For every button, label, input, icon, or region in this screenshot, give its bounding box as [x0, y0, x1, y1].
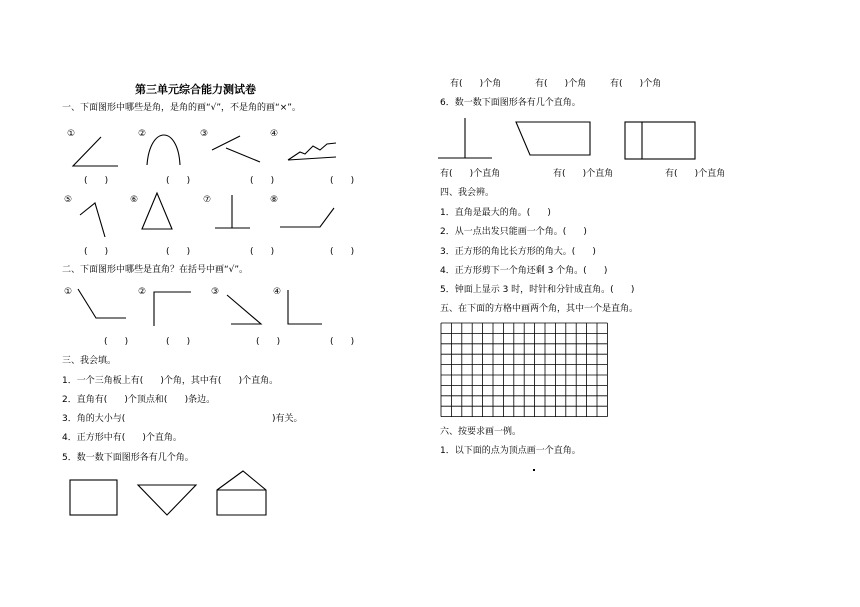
question-text: 1．以下面的点为顶点画一个直角。	[440, 446, 581, 456]
figure-number: ③	[211, 287, 220, 297]
figure-number: ⑥	[130, 195, 139, 205]
question-text: 3．角的大小与(	[62, 414, 126, 424]
figure-number: ⑦	[203, 195, 212, 205]
section-4-heading: 四、我会辨。	[440, 188, 495, 198]
answer-parentheses[interactable]: ( )	[166, 247, 191, 257]
rectangle-divided-shape	[625, 122, 695, 159]
question-text: 5．数一数下面图形各有几个角。	[62, 453, 194, 463]
trapezoid-shape	[516, 122, 590, 155]
angle-figure-5	[80, 203, 105, 237]
section-5-heading: 五、在下面的方格中画两个角，其中一个是直角。	[440, 304, 639, 314]
answer-parentheses[interactable]: ( )	[166, 176, 191, 186]
answer-parentheses[interactable]: ( )	[250, 247, 275, 257]
answer-parentheses[interactable]: ( )	[84, 247, 109, 257]
figure-number: ①	[67, 129, 76, 139]
question-text: 1．一个三角板上有( )个角，其中有( )个直角。	[62, 376, 279, 386]
section-1-heading: 一、下面图形中哪些是角，是角的画“√”，不是角的画“×”。	[62, 103, 301, 113]
arc-figure-2	[147, 135, 180, 165]
figure-number: ②	[138, 129, 147, 139]
answer-parentheses[interactable]: ( )	[330, 176, 355, 186]
section-3-heading: 三、我会填。	[62, 356, 117, 366]
wavy-figure-4	[288, 157, 336, 160]
right-angle-figure-2	[154, 292, 191, 326]
right-angle-figure-3	[227, 295, 261, 324]
angle-figure-8	[280, 208, 334, 227]
answer-parentheses[interactable]: ( )	[166, 337, 191, 347]
question-text: 4．正方形中有( )个直角。	[62, 433, 182, 443]
judge-item: 1．直角是最大的角。( )	[440, 208, 551, 218]
figure-number: ④	[273, 287, 282, 297]
answer-parentheses[interactable]: ( )	[250, 176, 275, 186]
answer-line: 有( )个角	[535, 79, 587, 89]
angle-figure-3	[212, 136, 240, 150]
answer-parentheses[interactable]: ( )	[84, 176, 109, 186]
drawing-grid[interactable]	[441, 323, 607, 417]
section-2-heading: 二、下面图形中哪些是直角？在括号中画“√”。	[62, 265, 249, 275]
rectangle-shape	[70, 480, 117, 515]
answer-line: 有( )个角	[450, 79, 502, 89]
figure-number: ⑤	[64, 195, 73, 205]
answer-line: 有( )个直角	[665, 169, 726, 179]
figure-number: ③	[200, 129, 209, 139]
figure-number: ①	[64, 287, 73, 297]
answer-parentheses[interactable]: ( )	[330, 247, 355, 257]
right-angle-figure-4	[288, 290, 322, 324]
answer-parentheses[interactable]: ( )	[330, 337, 355, 347]
answer-parentheses[interactable]: ( )	[256, 337, 281, 347]
right-angle-figure-1	[78, 289, 126, 318]
question-text: 6．数一数下面图形各有几个直角。	[440, 98, 581, 108]
question-text: 2．直角有( )个顶点和( )条边。	[62, 395, 216, 405]
inverted-triangle-shape	[138, 485, 196, 515]
angle-figure-3	[226, 148, 260, 162]
answer-line: 有( )个直角	[553, 169, 614, 179]
answer-line: 有( )个角	[610, 79, 662, 89]
figure-number: ④	[270, 129, 279, 139]
judge-item: 4．正方形剪下一个角还剩 3 个角。( )	[440, 266, 608, 276]
house-shape	[217, 471, 266, 515]
question-text: )有关。	[272, 414, 303, 424]
judge-item: 5．钟面上显示 3 时，时针和分针成直角。( )	[440, 285, 635, 295]
section-6-heading: 六、按要求画一例。	[440, 427, 522, 437]
figure-number: ⑧	[270, 195, 279, 205]
judge-item: 2．从一点出发只能画一个角。( )	[440, 227, 587, 237]
answer-line: 有( )个直角	[440, 169, 501, 179]
figure-number: ②	[138, 287, 147, 297]
page-title: 第三单元综合能力测试卷	[135, 83, 256, 96]
answer-parentheses[interactable]: ( )	[104, 337, 129, 347]
triangle-figure-6	[142, 193, 172, 229]
judge-item: 3．正方形的角比长方形的角大。( )	[440, 247, 596, 257]
angle-figure-1	[73, 137, 118, 166]
